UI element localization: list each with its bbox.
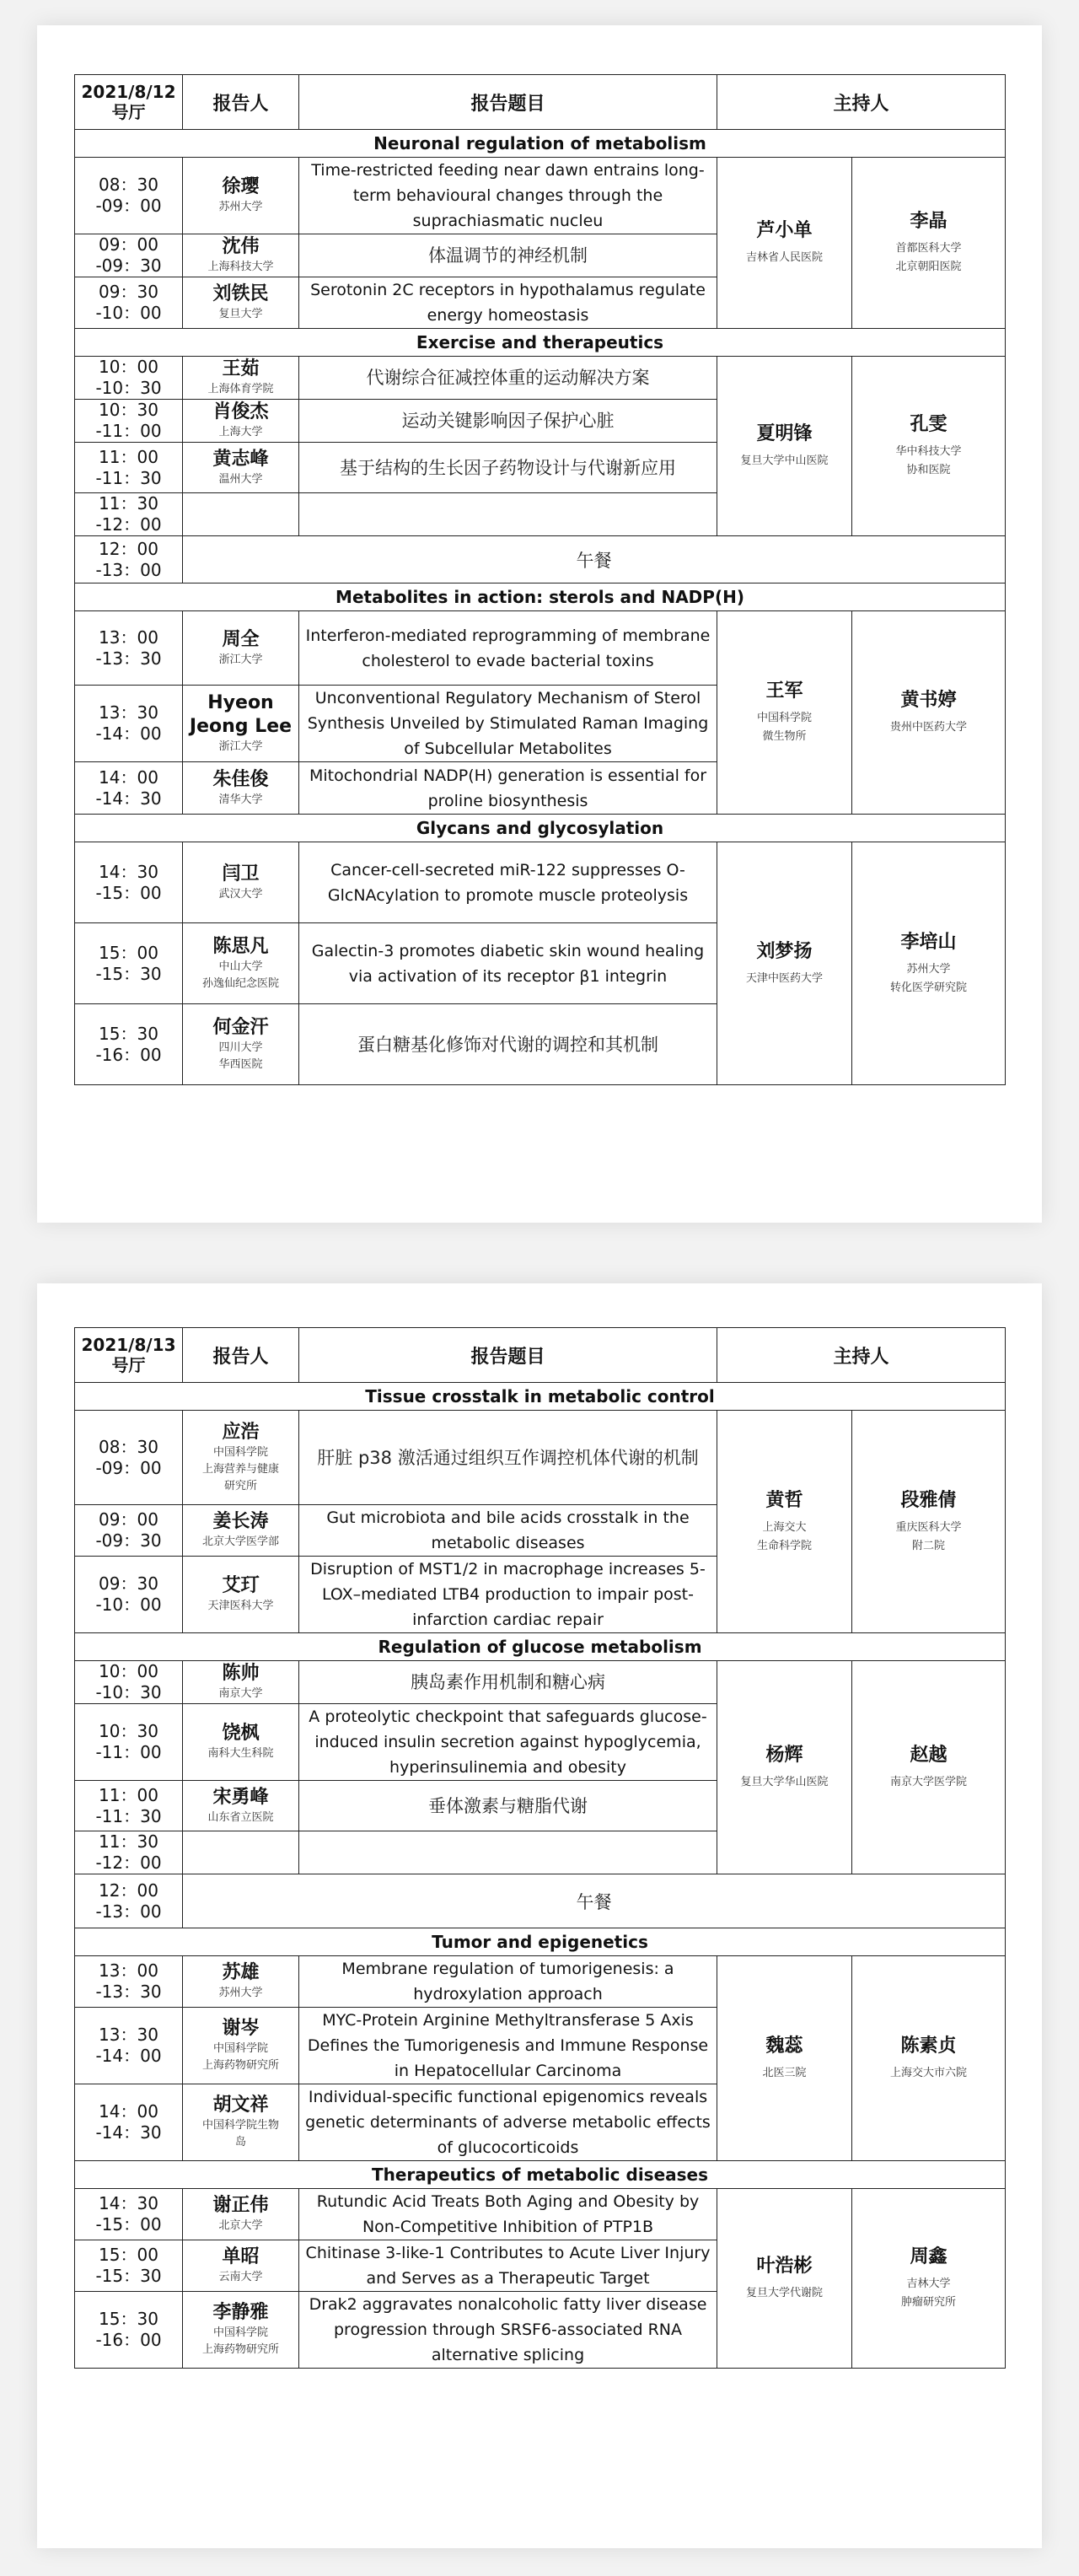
chair-name: 段雅倩 [900,1489,957,1511]
talk-time: 09：00 -09：30 [75,234,183,277]
talk-topic: Membrane regulation of tumorigenesis: a hydroxylation approach [299,1956,717,2008]
speaker-affiliation: 研究所 [223,1479,257,1492]
speaker-affiliation: 中国科学院 [212,1445,268,1459]
talk-speaker [183,1557,299,1633]
chair-affiliation: 中国科学院 [756,712,812,724]
chair-affiliation: 复旦大学代谢院 [745,2287,823,2299]
talk-time: 13：00 -13：30 [75,611,183,686]
chair-name: 刘梦扬 [756,940,813,962]
speaker-affiliation: 上海体育学院 [207,383,274,395]
talk-speaker [183,277,299,329]
chair-affiliation: 苏州大学 [906,962,951,976]
talk-topic: Individual-specific functional epigenomics reveals genetic determinants of adverse metabolic effects of glucocorticoids [299,2084,717,2161]
talk-time: 10：30 -11：00 [75,400,183,443]
chair-name: 魏蕊 [765,2036,803,2057]
talk-time: 13：30 -14：00 [75,686,183,762]
talk-topic: MYC-Protein Arginine Methyltransferase 5 Axis Defines the Tumorigenesis and Immune Response in Hepatocellular Carcinoma [299,2008,717,2084]
talk-speaker [183,158,299,234]
talk-speaker [183,1781,299,1831]
chair-column-header: 主持人 [717,75,1006,130]
talk-speaker [183,1505,299,1557]
chair-primary [717,2189,852,2369]
chair-secondary [852,611,1006,815]
speaker-name: 徐璎 [222,176,260,197]
talk-topic: 代谢综合征减控体重的运动解决方案 [299,357,717,400]
chair-name: 王军 [765,680,803,702]
speaker-name: 肖俊杰 [212,401,269,422]
chair-name: 叶浩彬 [756,2256,813,2277]
speaker-name: 何金汗 [212,1016,269,1038]
talk-speaker [183,357,299,400]
talk-speaker [183,1704,299,1781]
talk-row [75,2189,1006,2240]
lunch-row [75,1874,1006,1928]
talk-time: 15：00 -15：30 [75,2240,183,2292]
talk-row [75,1661,1006,1704]
chair-name: 芦小单 [756,220,813,241]
chair-affiliation: 贵州中医药大学 [890,721,968,734]
speaker-name: 黄志峰 [212,448,269,470]
talk-speaker [183,2189,299,2240]
chair-primary [717,1956,852,2161]
speaker-name: 沈伟 [222,236,260,257]
talk-speaker [183,686,299,762]
date-hall-header: 2021/8/13 号厅 [75,1328,183,1383]
chair-affiliation: 生命科学院 [756,1539,812,1552]
chair-affiliation: 天津中医药大学 [745,971,823,985]
talk-speaker [183,2084,299,2161]
speaker-column-header: 报告人 [183,1328,299,1383]
talk-time: 15：00 -15：30 [75,923,183,1004]
talk-time: 08：30 -09：00 [75,158,183,234]
talk-topic: 蛋白糖基化修饰对代谢的调控和其机制 [299,1004,717,1085]
speaker-name: 谢岑 [222,2018,260,2039]
talk-speaker [183,234,299,277]
topic-column-header: 报告题目 [299,75,717,130]
speaker-affiliation: 苏州大学 [218,201,263,213]
talk-speaker [183,443,299,493]
speaker-affiliation: 上海营养与健康 [201,1462,279,1476]
chair-affiliation: 吉林省人民医院 [745,251,823,264]
chair-name: 孔雯 [910,414,947,435]
speaker-affiliation: 北京大学医学部 [201,1535,279,1548]
talk-speaker [183,1661,299,1704]
talk-speaker [183,1956,299,2008]
talk-time: 11：00 -11：30 [75,443,183,493]
talk-speaker [183,842,299,923]
talk-topic: 胰岛素作用机制和糖心病 [299,1661,717,1704]
section-title: Therapeutics of metabolic diseases [75,2161,1006,2189]
talk-time: 15：30 -16：00 [75,2292,183,2369]
speaker-affiliation: 上海科技大学 [207,261,274,273]
speaker-column-header: 报告人 [183,75,299,130]
schedule-table-day12 [74,74,1006,1085]
chair-name: 李晶 [910,211,947,232]
schedule-table-day13 [74,1327,1006,2369]
talk-time: 14：30 -15：00 [75,2189,183,2240]
date-hall-header: 2021/8/12 号厅 [75,75,183,130]
talk-time: 10：30 -11：00 [75,1704,183,1781]
chair-primary [717,1661,852,1874]
section-row [75,2161,1006,2189]
speaker-affiliation: 武汉大学 [218,887,263,901]
section-title: Metabolites in action: sterols and NADP(H) [75,583,1006,611]
section-row [75,815,1006,842]
speaker-affiliation: 南科大生科院 [207,1747,274,1760]
chair-name: 李培山 [900,931,957,953]
talk-time: 13：30 -14：00 [75,2008,183,2084]
speaker-affiliation: 中国科学院生物 [201,2119,279,2132]
speaker-affiliation: 中山大学 [218,960,263,973]
chair-affiliation: 附二院 [912,1539,946,1552]
section-row [75,1383,1006,1411]
chair-secondary [852,2189,1006,2369]
chair-secondary [852,1411,1006,1633]
speaker-name: 王茹 [222,358,260,379]
lunch-row [75,536,1006,583]
talk-speaker [183,611,299,686]
talk-time: 09：00 -09：30 [75,1505,183,1557]
lunch-label: 午餐 [183,536,1006,583]
speaker-name: 周全 [222,628,260,650]
talk-time: 08：30 -09：00 [75,1411,183,1505]
chair-affiliation: 复旦大学中山医院 [740,454,829,467]
speaker-affiliation: 云南大学 [218,2271,263,2283]
talk-topic: A proteolytic checkpoint that safeguards glucose-induced insulin secretion against hypoglycemia, hyperinsulinemia and obesity [299,1704,717,1781]
talk-time: 13：00 -13：30 [75,1956,183,2008]
talk-time: 14：30 -15：00 [75,842,183,923]
talk-row [75,1411,1006,1505]
chair-affiliation: 重庆医科大学 [895,1520,962,1534]
chair-secondary [852,1956,1006,2161]
speaker-name: 应浩 [222,1421,260,1443]
talk-row [75,842,1006,923]
section-title: Glycans and glycosylation [75,815,1006,842]
chair-affiliation: 转化医学研究院 [890,981,968,994]
chair-name: 周鑫 [910,2246,947,2267]
chair-affiliation: 微生物所 [762,730,807,743]
speaker-name: 饶枫 [222,1723,260,1744]
talk-time: 09：30 -10：00 [75,277,183,329]
talk-speaker [183,1004,299,1085]
lunch-time: 12：00 -13：00 [75,536,183,583]
talk-topic: 基于结构的生长因子药物设计与代谢新应用 [299,443,717,493]
chair-name: 夏明锋 [756,423,813,444]
talk-topic: Gut microbiota and bile acids crosstalk in the metabolic diseases [299,1505,717,1557]
speaker-affiliation: 上海药物研究所 [201,2059,279,2072]
talk-time: 15：30 -16：00 [75,1004,183,1085]
chair-name: 杨辉 [765,1745,803,1766]
section-title: Tissue crosstalk in metabolic control [75,1383,1006,1411]
speaker-affiliation: 四川大学 [218,1041,263,1054]
topic-column-header: 报告题目 [299,1328,717,1383]
talk-row [75,611,1006,686]
chair-affiliation: 首都医科大学 [895,242,962,255]
chair-name: 黄哲 [765,1489,803,1511]
talk-topic: Serotonin 2C receptors in hypothalamus regulate energy homeostasis [299,277,717,329]
chair-name: 赵越 [910,1745,947,1766]
talk-topic: Galectin-3 promotes diabetic skin wound healing via activation of its receptor β1 integrin [299,923,717,1004]
speaker-affiliation: 清华大学 [218,793,263,806]
section-row [75,1928,1006,1956]
speaker-affiliation: 浙江大学 [218,653,263,666]
chair-affiliation: 上海交大市六院 [890,2067,968,2079]
chair-primary [717,1411,852,1633]
chair-primary [717,158,852,329]
speaker-name: 陈思凡 [212,935,269,957]
speaker-affiliation: 岛 [234,2136,246,2148]
talk-topic: 体温调节的神经机制 [299,234,717,277]
talk-topic: Disruption of MST1/2 in macrophage increases 5-LOX–mediated LTB4 production to impair post-infarction cardiac repair [299,1557,717,1633]
chair-primary [717,842,852,1085]
talk-time: 14：00 -14：30 [75,762,183,815]
talk-topic [299,1831,717,1874]
speaker-affiliation: 上海大学 [218,426,263,438]
lunch-time: 12：00 -13：00 [75,1874,183,1928]
speaker-affiliation: 华西医院 [218,1057,263,1071]
talk-topic: 肝脏 p38 激活通过组织互作调控机体代谢的机制 [299,1411,717,1505]
section-title: Exercise and therapeutics [75,329,1006,357]
header-row [75,1328,1006,1383]
section-row [75,583,1006,611]
talk-topic [299,493,717,536]
speaker-name: 陈帅 [222,1663,260,1684]
lunch-label: 午餐 [183,1874,1006,1928]
talk-topic: Drak2 aggravates nonalcoholic fatty liver disease progression through SRSF6-associated RNA alternative splicing [299,2292,717,2369]
talk-topic: 运动关键影响因子保护心脏 [299,400,717,443]
section-title: Neuronal regulation of metabolism [75,130,1006,158]
chair-affiliation: 北医三院 [762,2067,807,2079]
talk-speaker [183,2008,299,2084]
chair-primary [717,357,852,536]
talk-speaker [183,493,299,536]
talk-topic: Time-restricted feeding near dawn entrains long-term behavioural changes through the suprachiasmatic nucleu [299,158,717,234]
talk-time: 10：00 -10：30 [75,357,183,400]
talk-time: 11：00 -11：30 [75,1781,183,1831]
section-title: Tumor and epigenetics [75,1928,1006,1956]
talk-speaker [183,2292,299,2369]
talk-time: 10：00 -10：30 [75,1661,183,1704]
chair-affiliation: 北京朝阳医院 [895,261,962,273]
talk-row [75,1956,1006,2008]
speaker-name: 苏雄 [222,1962,260,1983]
section-row [75,130,1006,158]
talk-time: 14：00 -14：30 [75,2084,183,2161]
chair-affiliation: 华中科技大学 [895,445,962,458]
chair-affiliation: 复旦大学华山医院 [740,1776,829,1788]
talk-speaker [183,1411,299,1505]
speaker-affiliation: 苏州大学 [218,1987,263,1999]
speaker-affiliation: 中国科学院 [212,2326,268,2339]
section-row [75,1633,1006,1661]
chair-affiliation: 吉林大学 [906,2278,951,2290]
speaker-name: Hyeon Jeong Lee [189,692,293,737]
chair-affiliation: 肿瘤研究所 [901,2296,957,2309]
speaker-name: 姜长涛 [212,1511,269,1532]
speaker-affiliation: 复旦大学 [218,308,263,320]
speaker-affiliation: 中国科学院 [212,2042,268,2055]
speaker-affiliation: 北京大学 [218,2219,263,2232]
talk-topic: Mitochondrial NADP(H) generation is essential for proline biosynthesis [299,762,717,815]
talk-time: 11：30 -12：00 [75,1831,183,1874]
speaker-name: 朱佳俊 [212,768,269,790]
speaker-affiliation: 温州大学 [218,472,263,486]
chair-affiliation: 南京大学医学院 [890,1776,968,1788]
chair-primary [717,611,852,815]
speaker-name: 刘铁民 [212,283,269,304]
speaker-name: 谢正伟 [212,2195,269,2216]
speaker-affiliation: 山东省立医院 [207,1810,274,1824]
chair-affiliation: 上海交大 [762,1520,807,1534]
chair-secondary [852,357,1006,536]
speaker-name: 李静雅 [212,2302,269,2323]
talk-topic: Rutundic Acid Treats Both Aging and Obesity by Non-Competitive Inhibition of PTP1B [299,2189,717,2240]
talk-speaker [183,2240,299,2292]
chair-name: 陈素贞 [900,2036,957,2057]
chair-affiliation: 协和医院 [906,464,951,476]
talk-topic: Cancer-cell-secreted miR-122 suppresses O-GlcNAcylation to promote muscle proteolysis [299,842,717,923]
chair-secondary [852,158,1006,329]
talk-topic: Interferon-mediated reprogramming of membrane cholesterol to evade bacterial toxins [299,611,717,686]
speaker-affiliation: 浙江大学 [218,740,263,753]
talk-speaker [183,762,299,815]
speaker-affiliation: 上海药物研究所 [201,2343,279,2356]
speaker-affiliation: 天津医科大学 [207,1600,274,1612]
talk-speaker [183,400,299,443]
talk-time: 09：30 -10：00 [75,1557,183,1633]
talk-row [75,158,1006,234]
chair-secondary [852,1661,1006,1874]
speaker-name: 宋勇峰 [212,1786,269,1808]
chair-column-header: 主持人 [717,1328,1006,1383]
talk-topic: Unconventional Regulatory Mechanism of Sterol Synthesis Unveiled by Stimulated Raman Imaging of Subcellular Metabolites [299,686,717,762]
talk-speaker [183,923,299,1004]
section-title: Regulation of glucose metabolism [75,1633,1006,1661]
talk-topic: Chitinase 3-like-1 Contributes to Acute Liver Injury and Serves as a Therapeutic Target [299,2240,717,2292]
chair-secondary [852,842,1006,1085]
section-row [75,329,1006,357]
talk-row [75,357,1006,400]
speaker-name: 闫卫 [222,863,260,885]
speaker-name: 胡文祥 [212,2095,269,2116]
talk-topic: 垂体激素与糖脂代谢 [299,1781,717,1831]
talk-speaker [183,1831,299,1874]
header-row [75,75,1006,130]
speaker-name: 艾玎 [222,1575,260,1596]
speaker-affiliation: 孙逸仙纪念医院 [201,976,279,990]
talk-time: 11：30 -12：00 [75,493,183,536]
chair-name: 黄书婷 [900,690,957,711]
speaker-affiliation: 南京大学 [218,1687,263,1700]
speaker-name: 单昭 [222,2246,260,2267]
